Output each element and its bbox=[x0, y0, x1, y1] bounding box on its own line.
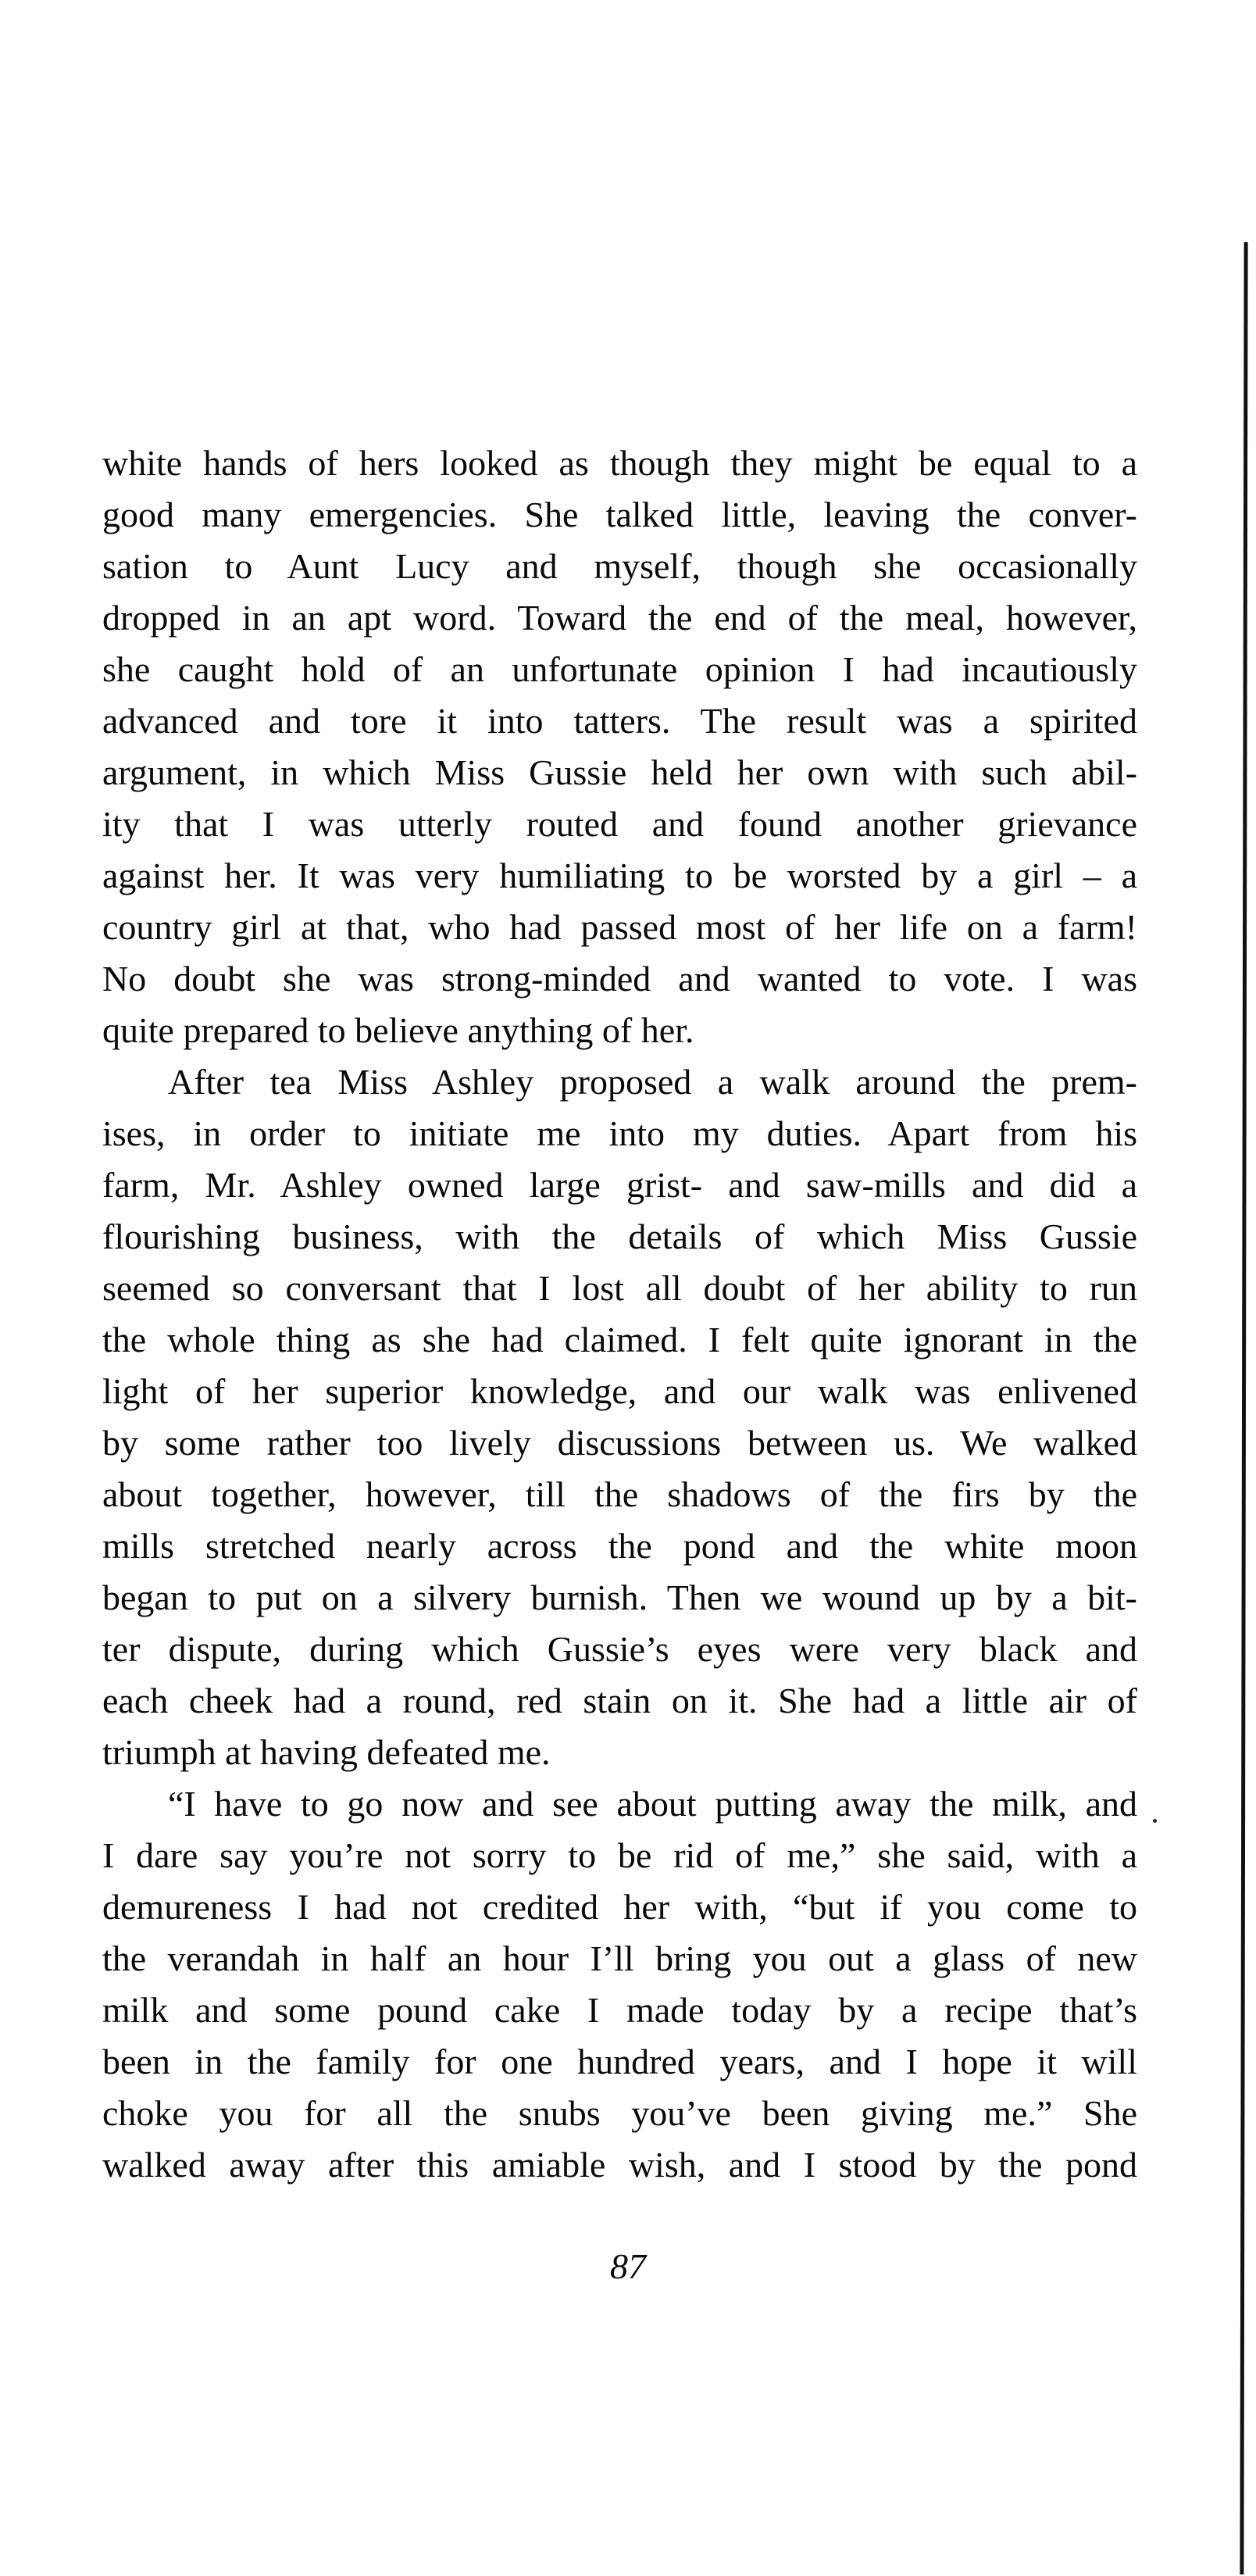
body-text bbox=[102, 438, 1137, 2191]
text-line: country girl at that, who had passed most of her life on a farm! bbox=[102, 907, 1137, 947]
text-line: quite prepared to believe anything of her. bbox=[102, 1010, 694, 1050]
text-line: good many emergencies. She talked little, leaving the conver- bbox=[102, 495, 1137, 534]
text-line: walked away after this amiable wish, and I stood by the pond bbox=[102, 2145, 1137, 2185]
text-line: the whole thing as she had claimed. I felt quite ignorant in the bbox=[102, 1320, 1137, 1359]
text-line: flourishing business, with the details of which Miss Gussie bbox=[102, 1217, 1137, 1256]
page-edge-shadow bbox=[1240, 242, 1247, 2574]
text-line: ter dispute, during which Gussie’s eyes were very black and bbox=[102, 1629, 1137, 1669]
text-line: light of her superior knowledge, and our walk was enlivened bbox=[102, 1371, 1137, 1411]
text-line: argument, in which Miss Gussie held her own with such abil- bbox=[102, 752, 1137, 792]
text-line: the verandah in half an hour I’ll bring you out a glass of new bbox=[102, 1938, 1137, 1978]
text-line: advanced and tore it into tatters. The result was a spirited bbox=[102, 701, 1137, 741]
paragraph bbox=[102, 1056, 1137, 1778]
speck bbox=[1153, 1819, 1157, 1823]
text-line: mills stretched nearly across the pond and the white moon bbox=[102, 1526, 1137, 1566]
text-line: After tea Miss Ashley proposed a walk around the prem- bbox=[168, 1062, 1137, 1102]
text-line: ises, in order to initiate me into my duties. Apart from his bbox=[102, 1113, 1137, 1153]
text-line: ity that I was utterly routed and found another grievance bbox=[102, 804, 1137, 844]
text-line: she caught hold of an unfortunate opinion I had incautiously bbox=[102, 649, 1137, 689]
page-number: 87 bbox=[610, 2246, 646, 2286]
text-line: white hands of hers looked as though they might be equal to a bbox=[102, 443, 1137, 483]
text-line: milk and some pound cake I made today by a recipe that’s bbox=[102, 1990, 1137, 2030]
text-line: by some rather too lively discussions between us. We walked bbox=[102, 1423, 1137, 1463]
paragraph bbox=[102, 1778, 1137, 2191]
text-line: about together, however, till the shadows of the firs by the bbox=[102, 1474, 1137, 1514]
text-line: seemed so conversant that I lost all doubt of her ability to run bbox=[102, 1268, 1137, 1308]
text-line: farm, Mr. Ashley owned large grist- and saw-mills and did a bbox=[102, 1165, 1137, 1205]
text-line: sation to Aunt Lucy and myself, though she occasionally bbox=[102, 546, 1137, 586]
text-line: dropped in an apt word. Toward the end of the meal, however, bbox=[102, 598, 1137, 638]
text-line: No doubt she was strong-minded and wanted to vote. I was bbox=[102, 959, 1137, 999]
text-line: triumph at having defeated me. bbox=[102, 1732, 551, 1772]
text-line: “I have to go now and see about putting away the milk, and bbox=[168, 1784, 1137, 1824]
text-line: choke you for all the snubs you’ve been giving me.” She bbox=[102, 2093, 1137, 2133]
text-line: each cheek had a round, red stain on it. She had a little air of bbox=[102, 1681, 1137, 1720]
text-line: I dare say you’re not sorry to be rid of me,” she said, with a bbox=[102, 1835, 1137, 1875]
text-line: been in the family for one hundred years, and I hope it will bbox=[102, 2042, 1137, 2081]
text-line: began to put on a silvery burnish. Then we wound up by a bit- bbox=[102, 1577, 1137, 1617]
text-line: demureness I had not credited her with, “but if you come to bbox=[102, 1887, 1137, 1927]
text-line: against her. It was very humiliating to be worsted by a girl – a bbox=[102, 856, 1137, 895]
paragraph bbox=[102, 438, 1137, 1056]
